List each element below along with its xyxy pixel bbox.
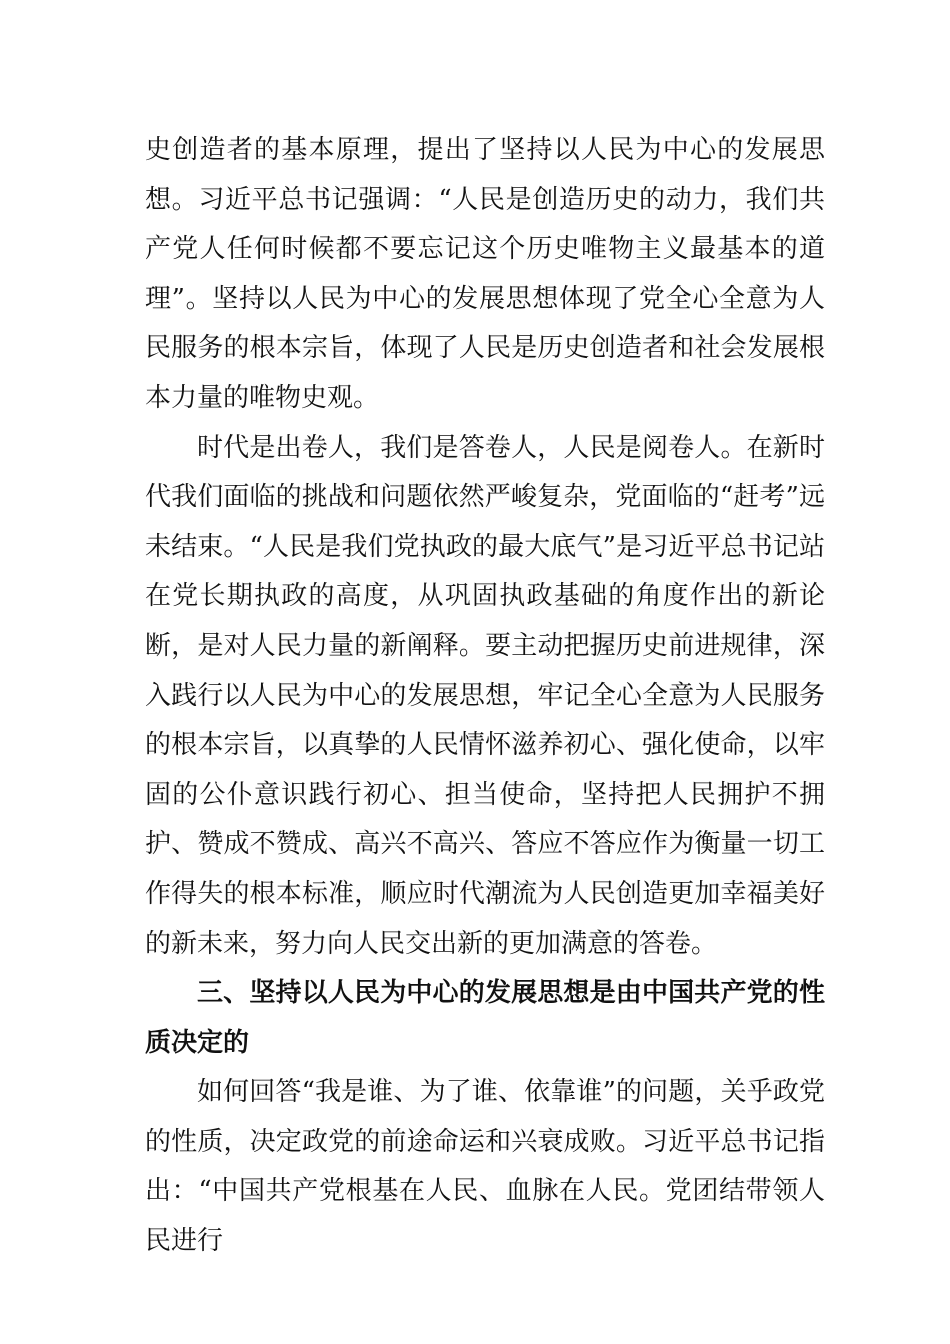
paragraph-exam-metaphor: 时代是出卷人，我们是答卷人，人民是阅卷人。在新时代我们面临的挑战和问题依然严峻复杂，党面临的“赶考”远未结束。“人民是我们党执政的最大底气”是习近平总书记站在党长期执政的高度，从巩固执政基础的角度作出的新论断，是对人民力量的新阐释。要主动把握历史前进规律，深入践行以人民为中心的发展思想，牢记全心全意为人民服务的根本宗旨，以真挚的人民情怀滋养初心、强化使命，以牢固的公仆意识践行初心、担当使命，坚持把人民拥护不拥护、赞成不赞成、高兴不高兴、答应不答应作为衡量一切工作得失的根本标准，顺应时代潮流为人民创造更加幸福美好的新未来，努力向人民交出新的更加满意的答卷。 — [145, 432, 825, 959]
paragraph-continuation: 史创造者的基本原理，提出了坚持以人民为中心的发展思想。习近平总书记强调：“人民是创造历史的动力，我们共产党人任何时候都不要忘记这个历史唯物主义最基本的道理”。坚持以人民为中心的发展思想体现了党全心全意为人民服务的根本宗旨，体现了人民是历史创造者和社会发展根本力量的唯物史观。 — [145, 135, 825, 413]
paragraph-party-nature: 如何回答“我是谁、为了谁、依靠谁”的问题，关乎政党的性质，决定政党的前途命运和兴衰成败。习近平总书记指出：“中国共产党根基在人民、血脉在人民。党团结带领人民进行 — [145, 1077, 825, 1257]
document-page — [145, 126, 825, 1267]
section-heading-three: 三、坚持以人民为中心的发展思想是由中国共产党的性质决定的 — [145, 978, 825, 1058]
